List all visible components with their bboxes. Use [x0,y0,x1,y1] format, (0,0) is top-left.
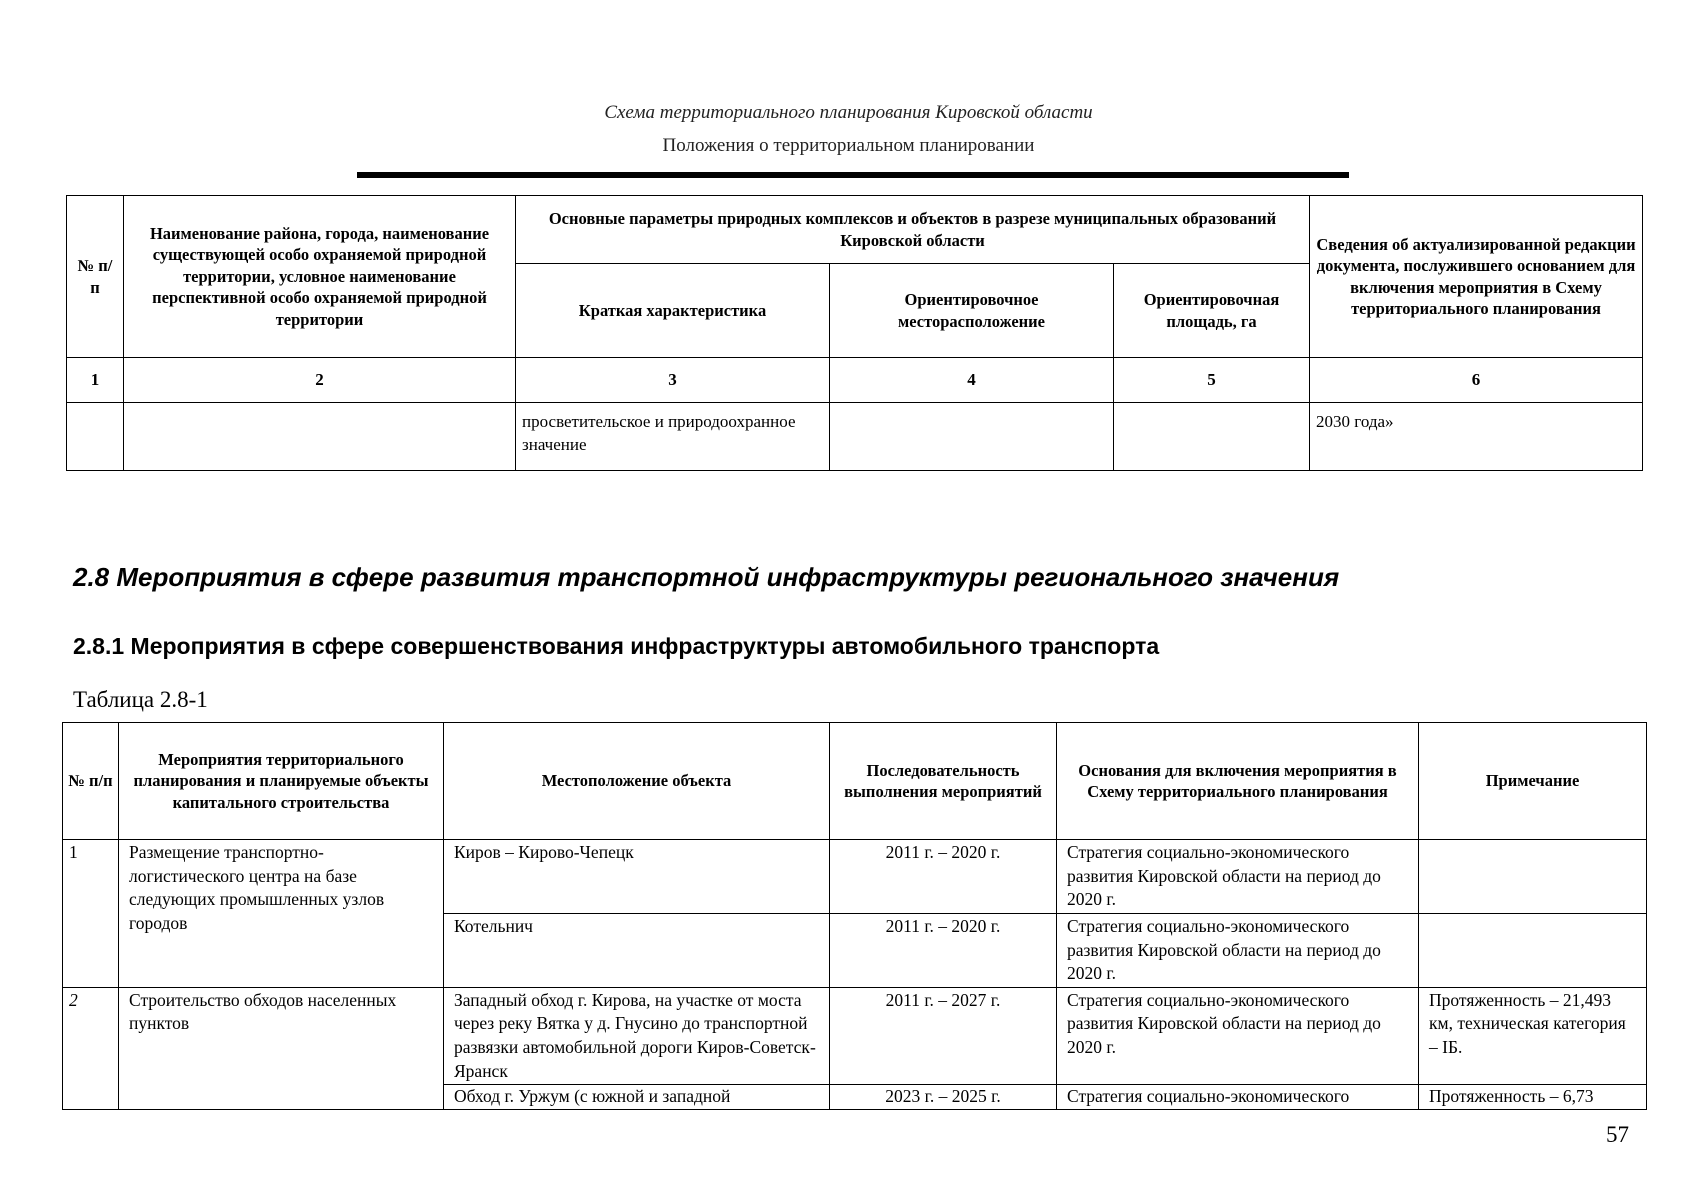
t2-cell-num: 2 [63,987,119,1109]
t2-cell-note: Протяженность – 21,493 км, техническая категория – IБ. [1419,987,1647,1085]
t1-colnum: 3 [516,358,830,403]
t2-cell-num: 1 [63,840,119,988]
header-divider [357,172,1349,178]
t1-header-location: Ориентировочное месторасположение [830,264,1114,358]
t1-colnum: 6 [1310,358,1643,403]
t1-header-name: Наименование района, города, наименование существующей особо охраняемой природной территории, условное наименование перспективной особо охраняемой природной территории [124,196,516,358]
t2-cell-location: Западный обход г. Кирова, на участке от моста через реку Вятка у д. Гнусино до транспортной развязки автомобильной дороги Киров-Советск-Яранск [444,987,830,1085]
t1-column-numbers-row [67,358,1643,403]
t2-header-note: Примечание [1419,723,1647,840]
t2-cell-activity: Размещение транспортно-логистического центра на базе следующих промышленных узлов городов [119,840,444,988]
document-header-title: Схема территориального планирования Кировской области [604,102,1093,123]
subsection-heading: 2.8.1 Мероприятия в сфере совершенствования инфраструктуры автомобильного транспорта [73,633,1160,659]
t1-colnum: 4 [830,358,1114,403]
t2-cell-note [1419,913,1647,987]
t1-colnum: 5 [1114,358,1310,403]
t2-cell-location: Киров – Кирово-Чепецк [444,840,830,914]
t2-cell-sequence: 2011 г. – 2027 г. [830,987,1057,1085]
table-row [63,987,1647,1085]
t2-cell-location: Обход г. Уржум (с южной и западной [444,1085,830,1110]
t2-cell-sequence: 2023 г. – 2025 г. [830,1085,1057,1110]
t2-header-num: № п/п [63,723,119,840]
t2-header-activity: Мероприятия территориального планирования и планируемые объекты капитального строительства [119,723,444,840]
t2-cell-sequence: 2011 г. – 2020 г. [830,913,1057,987]
table-caption: Таблица 2.8-1 [73,687,208,712]
t1-colnum: 1 [67,358,124,403]
t1-cell-area [1114,403,1310,471]
t1-colnum: 2 [124,358,516,403]
section-heading: 2.8 Мероприятия в сфере развития транспортной инфраструктуры регионального значения [73,562,1340,592]
transport-measures-table [62,722,1647,1110]
t1-header-area: Ориентировочная площадь, га [1114,264,1310,358]
t2-cell-basis: Стратегия социально-экономического развития Кировской области на период до 2020 г. [1057,840,1419,914]
t1-cell-info: 2030 года» [1310,403,1643,471]
t1-cell-num [67,403,124,471]
natural-areas-table [66,195,1643,471]
t2-cell-basis: Стратегия социально-экономического развития Кировской области на период до 2020 г. [1057,913,1419,987]
page-number: 57 [1606,1122,1629,1147]
document-header-subtitle: Положения о территориальном планировании [662,135,1035,156]
t2-cell-location: Котельнич [444,913,830,987]
t2-header-basis: Основания для включения мероприятия в Схему территориального планирования [1057,723,1419,840]
t1-header-params-group: Основные параметры природных комплексов и объектов в разрезе муниципальных образований Кировской области [516,196,1310,264]
t1-header-num: № п/п [67,196,124,358]
t2-cell-activity: Строительство обходов населенных пунктов [119,987,444,1109]
t1-cell-name [124,403,516,471]
t2-cell-sequence: 2011 г. – 2020 г. [830,840,1057,914]
t1-header-info: Сведения об актуализированной редакции документа, послужившего основанием для включения мероприятия в Схему территориального планирования [1310,196,1643,358]
table-row [67,403,1643,471]
t1-header-brief: Краткая характеристика [516,264,830,358]
t2-cell-basis: Стратегия социально-экономического [1057,1085,1419,1110]
t2-cell-note [1419,840,1647,914]
t2-cell-note: Протяженность – 6,73 [1419,1085,1647,1110]
t2-header-sequence: Последовательность выполнения мероприятий [830,723,1057,840]
t1-cell-brief: просветительское и природоохранное значение [516,403,830,471]
t2-header-location: Местоположение объекта [444,723,830,840]
t2-cell-basis: Стратегия социально-экономического развития Кировской области на период до 2020 г. [1057,987,1419,1085]
t1-cell-location [830,403,1114,471]
table-row [63,840,1647,914]
